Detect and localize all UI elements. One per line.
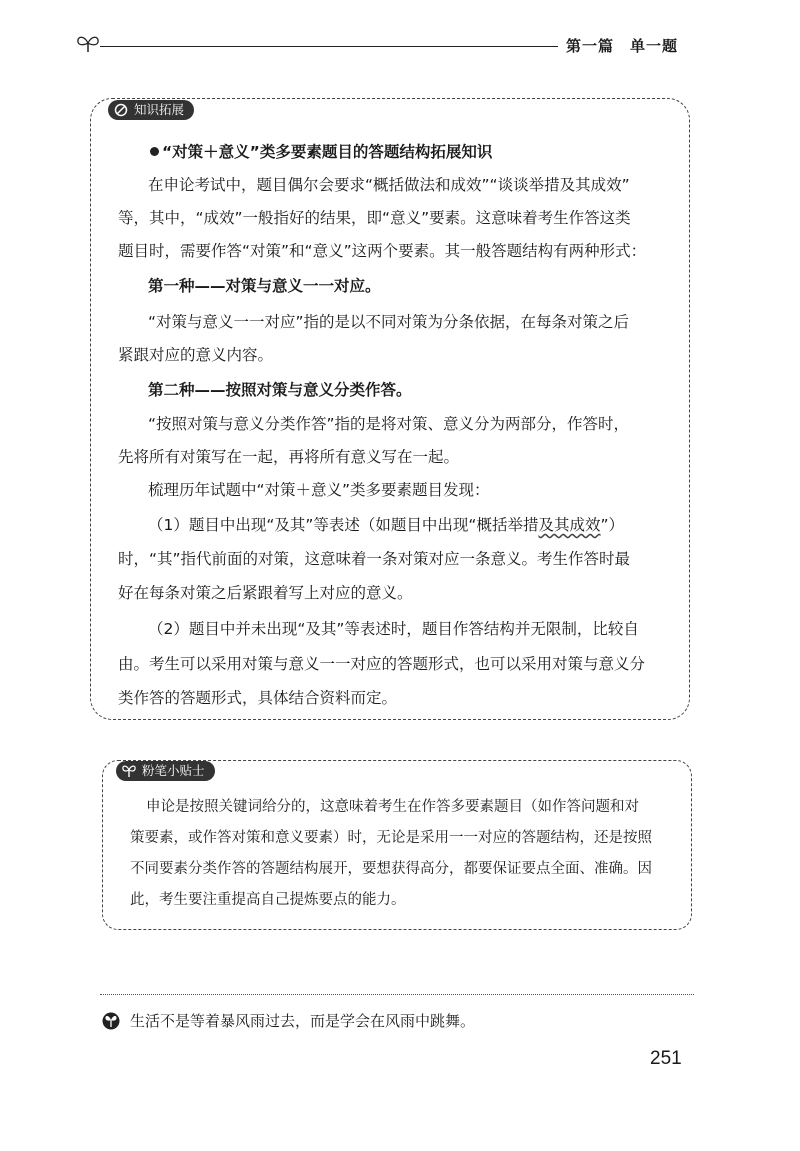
section-heading-two: 第二种——按照对策与意义分类作答。 <box>148 381 412 399</box>
paragraph-line: 题目时，需要作答“对策”和“意义”这两个要素。其一般答题结构有两种形式： <box>118 242 647 260</box>
tips-tag-label: 粉笔小贴士 <box>142 763 205 778</box>
sprout-icon <box>122 764 136 778</box>
tips-line: 此，考生要注重提高自己提炼要点的能力。 <box>130 892 406 908</box>
sprout-icon <box>76 33 100 53</box>
page-header-title: 第一篇 单一题 <box>566 37 679 55</box>
page-number: 251 <box>650 1048 682 1069</box>
paragraph-line: 好在每条对策之后紧跟着写上对应的意义。 <box>118 584 413 602</box>
section-heading-one: 第一种——对策与意义一一对应。 <box>148 277 381 295</box>
bullet-dot <box>150 147 159 156</box>
knowledge-heading: “对策＋意义”类多要素题目的答题结构拓展知识 <box>150 141 492 163</box>
footer-quote: 生活不是等着暴风雨过去，而是学会在风雨中跳舞。 <box>130 1012 476 1030</box>
paragraph-line: 先将所有对策写在一起，再将所有意义写在一起。 <box>118 448 460 466</box>
tips-line: 不同要素分类作答的答题结构展开，要想获得高分，都要保证要点全面、准确。因 <box>130 861 652 877</box>
paragraph-line: 紧跟对应的意义内容。 <box>118 346 274 364</box>
footer-rule <box>100 994 694 995</box>
paragraph-line: 在申论考试中，题目偶尔会要求“概括做法和成效”“谈谈举措及其成效” <box>148 176 630 194</box>
tips-line: 策要素，或作答对策和意义要素）时，无论是采用一一对应的答题结构，还是按照 <box>130 830 652 846</box>
paragraph-line: 类作答的答题形式，具体结合资料而定。 <box>118 689 398 707</box>
paragraph-line: 梳理历年试题中“对策＋意义”类多要素题目发现： <box>148 481 490 499</box>
paragraph-line: 等，其中，“成效”一般指好的结果，即“意义”要素。这意味着考生作答这类 <box>118 209 631 227</box>
tips-line: 申论是按照关键词给分的，这意味着考生在作答多要素题目（如作答问题和对 <box>146 799 639 815</box>
paragraph-line: “对策与意义一一对应”指的是以不同对策为分条依据，在每条对策之后 <box>148 313 630 331</box>
no-entry-icon <box>114 103 128 117</box>
paragraph-line: （1）题目中出现“及其”等表述（如题目中出现“概括举措及其成效”） <box>148 516 625 534</box>
paragraph-line: “按照对策与意义分类作答”指的是将对策、意义分为两部分，作答时， <box>148 415 630 433</box>
wavy-underlined-phrase: 及其成效 <box>538 516 601 534</box>
tips-tag <box>116 761 215 781</box>
sprout-icon <box>102 1012 120 1030</box>
paragraph-line: 由。考生可以采用对策与意义一一对应的答题形式，也可以采用对策与意义分 <box>118 655 646 673</box>
header-rule <box>100 46 558 47</box>
knowledge-tag <box>108 100 194 120</box>
knowledge-tag-label: 知识拓展 <box>134 102 185 117</box>
paragraph-line: （2）题目中并未出现“及其”等表述时，题目作答结构并无限制，比较自 <box>148 620 639 638</box>
paragraph-line: 时，“其”指代前面的对策，这意味着一条对策对应一条意义。考生作答时最 <box>118 550 631 568</box>
